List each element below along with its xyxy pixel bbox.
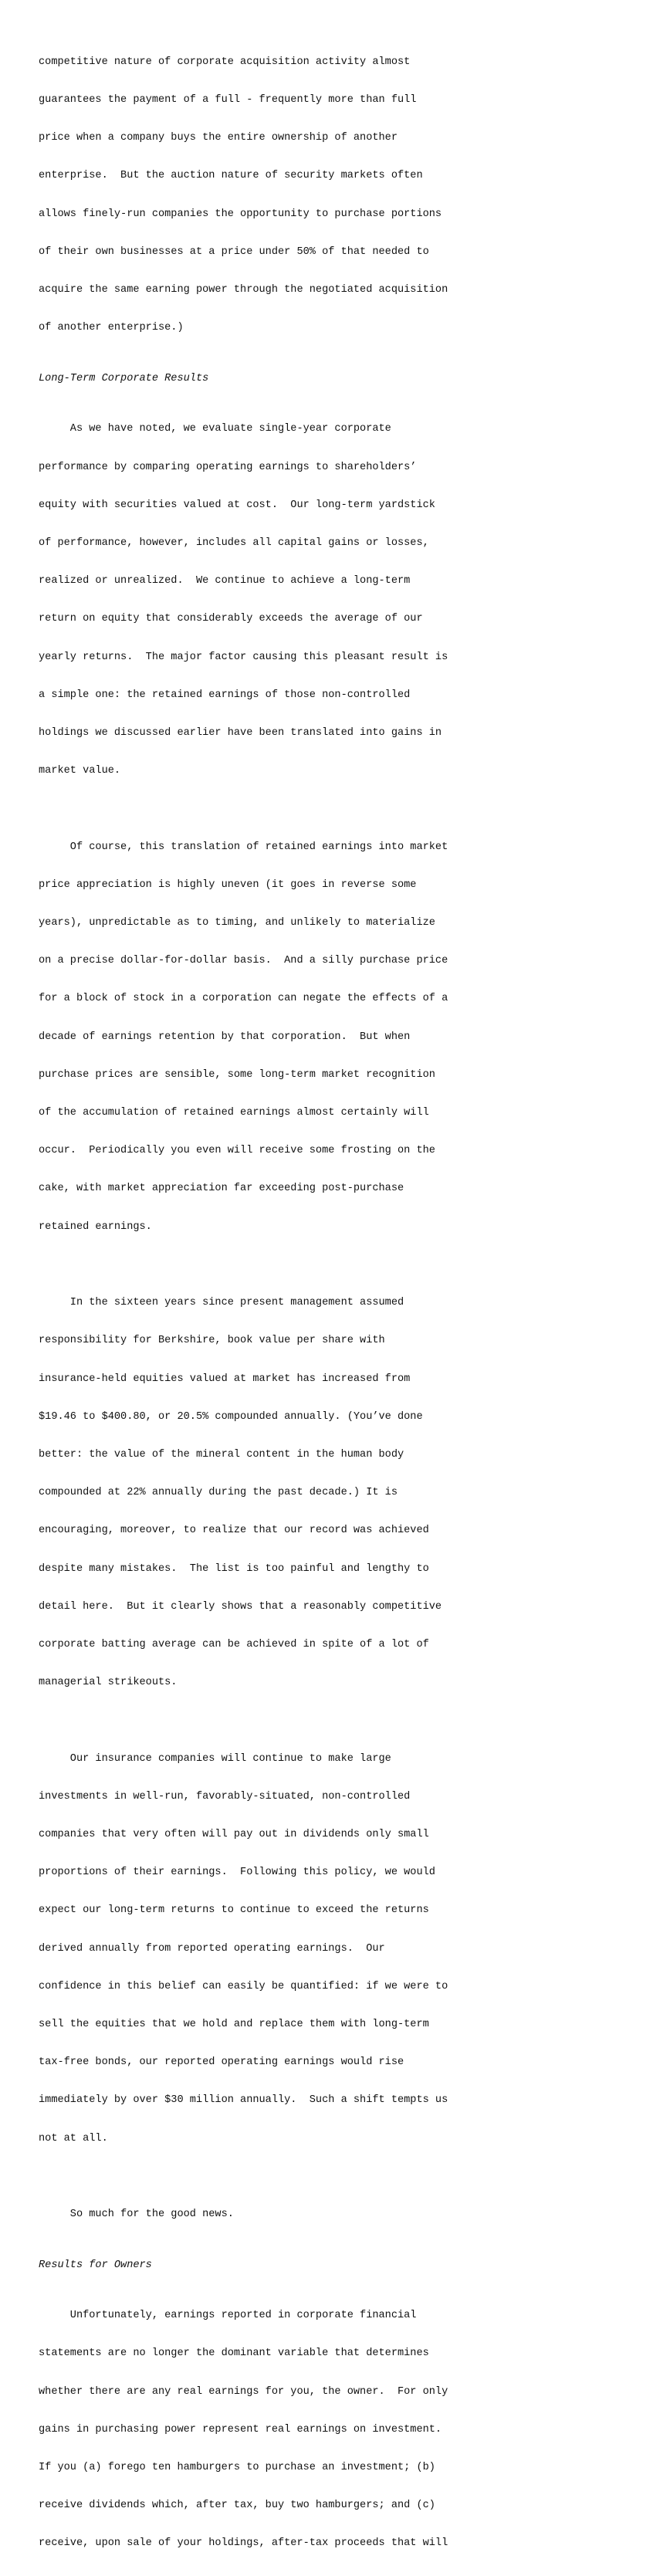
text-line: guarantees the payment of a full - frequently more than full — [39, 94, 417, 107]
text-line: yearly returns. The major factor causing this pleasant result is — [39, 651, 448, 663]
document-page — [39, 31, 656, 2576]
text-line: decade of earnings retention by that corporation. But when — [39, 1031, 411, 1043]
text-line: allows finely-run companies the opportunity to purchase portions — [39, 208, 442, 220]
text-line: of their own businesses at a price under 50% of that needed to — [39, 245, 429, 258]
text-line: price when a company buys the entire ownership of another — [39, 132, 398, 144]
paragraph-gap — [39, 1715, 656, 1727]
text-line: competitive nature of corporate acquisition activity almost — [39, 56, 411, 68]
text-line: $19.46 to $400.80, or 20.5% compounded annually. (You’ve done — [39, 1410, 423, 1423]
text-line: retained earnings. — [39, 1220, 152, 1233]
text-line: detail here. But it clearly shows that a reasonably competitive — [39, 1600, 442, 1613]
text-line: Of course, this translation of retained earnings into market — [39, 841, 448, 853]
section-heading-long-term: Long-Term Corporate Results — [39, 372, 209, 384]
text-line: gains in purchasing power represent real earnings on investment. — [39, 2423, 442, 2436]
intro-paragraph — [39, 31, 656, 360]
text-line: So much for the good news. — [39, 2208, 234, 2220]
text-line: statements are no longer the dominant variable that determines — [39, 2348, 429, 2360]
text-line: investments in well-run, favorably-situated, non-controlled — [39, 1790, 411, 1803]
text-line: price appreciation is highly uneven (it goes in reverse some — [39, 878, 417, 891]
text-line: on a precise dollar-for-dollar basis. And a silly purchase price — [39, 955, 448, 967]
text-line: tax-free bonds, our reported operating earnings would rise — [39, 2056, 404, 2069]
text-line: derived annually from reported operating earnings. Our — [39, 1942, 385, 1955]
text-line: Unfortunately, earnings reported in corporate financial — [39, 2310, 417, 2322]
text-line: proportions of their earnings. Following this policy, we would — [39, 1867, 435, 1879]
text-line: despite many mistakes. The list is too painful and lengthy to — [39, 1562, 429, 1575]
text-line: enterprise. But the auction nature of security markets often — [39, 170, 423, 182]
paragraph-gap — [39, 2171, 656, 2183]
section-heading-owners: Results for Owners — [39, 2259, 152, 2271]
text-line: of performance, however, includes all capital gains or losses, — [39, 537, 429, 550]
text-line: confidence in this belief can easily be quantified: if we were to — [39, 1980, 448, 1992]
text-line: managerial strikeouts. — [39, 1677, 178, 1689]
text-line: not at all. — [39, 2132, 108, 2144]
text-line: equity with securities valued at cost. Our long-term yardstick — [39, 499, 435, 511]
text-line: market value. — [39, 765, 121, 777]
text-line: receive dividends which, after tax, buy two hamburgers; and (c) — [39, 2500, 435, 2512]
text-line: a simple one: the retained earnings of those non-controlled — [39, 689, 411, 701]
text-line: holdings we discussed earlier have been translated into gains in — [39, 727, 442, 740]
text-line: whether there are any real earnings for you, the owner. For only — [39, 2385, 448, 2398]
text-line: responsibility for Berkshire, book value per share with — [39, 1335, 385, 1347]
paragraph-insurance — [39, 1728, 656, 2171]
paragraph-of-course — [39, 816, 656, 1259]
text-line: return on equity that considerably exceeds the average of our — [39, 613, 423, 625]
text-line: As we have noted, we evaluate single-year corporate — [39, 423, 391, 435]
text-line: purchase prices are sensible, some long-term market recognition — [39, 1068, 435, 1081]
text-line: Our insurance companies will continue to make large — [39, 1752, 391, 1765]
text-line: immediately by over $30 million annually. Such a shift tempts us — [39, 2094, 448, 2107]
paragraph-noted — [39, 398, 656, 804]
paragraph-good-news — [39, 2183, 656, 2246]
text-line: receive, upon sale of your holdings, after-tax proceeds that will — [39, 2537, 448, 2550]
text-line: corporate batting average can be achieved in spite of a lot of — [39, 1638, 429, 1650]
text-line: performance by comparing operating earnings to shareholders’ — [39, 461, 417, 473]
text-line: years), unpredictable as to timing, and unlikely to materialize — [39, 917, 435, 929]
text-line: companies that very often will pay out in dividends only small — [39, 1828, 429, 1840]
text-line: of another enterprise.) — [39, 322, 184, 334]
text-line: expect our long-term returns to continue to exceed the returns — [39, 1904, 429, 1917]
text-line: better: the value of the mineral content in the human body — [39, 1448, 404, 1461]
text-line: In the sixteen years since present management assumed — [39, 1297, 404, 1309]
text-line: compounded at 22% annually during the past decade.) It is — [39, 1487, 398, 1499]
text-line: realized or unrealized. We continue to achieve a long-term — [39, 575, 411, 587]
paragraph-gap — [39, 1259, 656, 1271]
text-line: If you (a) forego ten hamburgers to purchase an investment; (b) — [39, 2461, 435, 2473]
text-line: insurance-held equities valued at market has increased from — [39, 1373, 411, 1385]
text-line: for a block of stock in a corporation can negate the effects of a — [39, 993, 448, 1005]
text-line: acquire the same earning power through the negotiated acquisition — [39, 284, 448, 296]
text-line: occur. Periodically you even will receive some frosting on the — [39, 1145, 435, 1157]
text-line: encouraging, moreover, to realize that our record was achieved — [39, 1525, 429, 1537]
text-line: of the accumulation of retained earnings almost certainly will — [39, 1107, 429, 1119]
paragraph-gap — [39, 803, 656, 815]
paragraph-unfortunately — [39, 2284, 656, 2575]
text-line: sell the equities that we hold and replace them with long-term — [39, 2018, 429, 2030]
paragraph-sixteen-years — [39, 1271, 656, 1715]
text-line: cake, with market appreciation far exceeding post-purchase — [39, 1183, 404, 1195]
